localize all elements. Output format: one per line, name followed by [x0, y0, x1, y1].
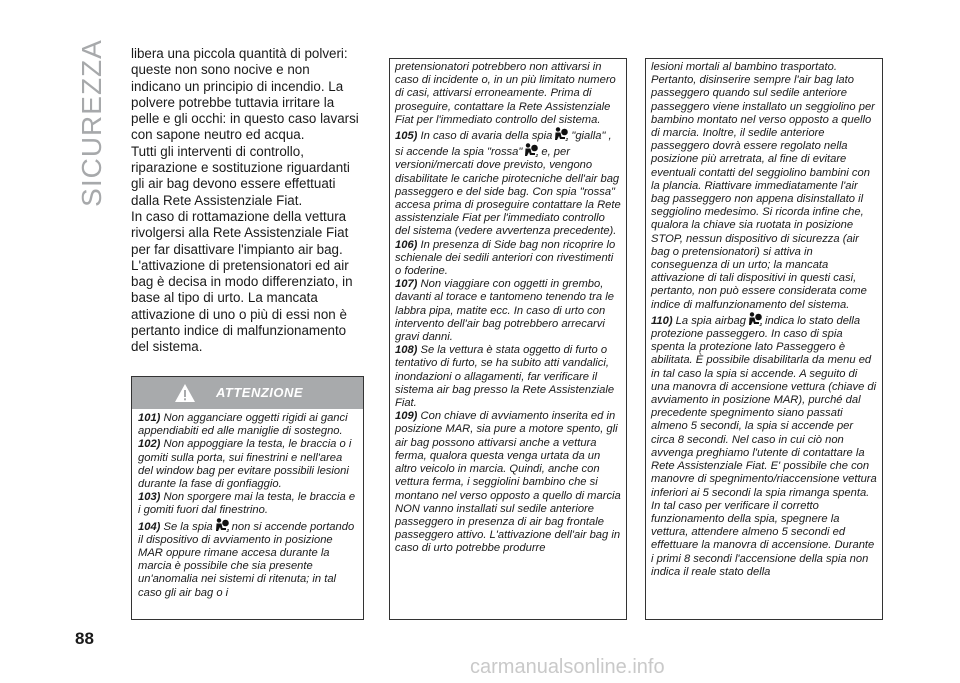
- warning-item: 105) In caso di avaria della spia "gialla" , si accende la spia "rossa" e, per versioni/mercati dove previsto, vengono disabilitate le cariche pirotecniche dell'air bag passeggero e del side bag. Con spia "rossa" accesa prima di proseguire contattare la Rete assistenziale Fiat per l'immediato controllo del sistema (vedere avvertenza precedente).: [395, 127, 622, 239]
- airbag-warning-light-icon: [524, 143, 539, 157]
- body-text-column: [131, 46, 363, 356]
- warning-item: 107) Non viaggiare con oggetti in grembo, davanti al torace e tantomeno tenendo tra le labbra pipa, matite ecc. In caso di urto con intervento dell'air bag potrebbero arrecarvi gravi danni.: [395, 278, 614, 344]
- warning-body: [132, 409, 363, 600]
- warning-item: 109) Con chiave di avviamento inserita ed in posizione MAR, sia pure a motore spento, gli air bag possono attivarsi anche a vettura ferma, qualora questa venga urtata da un altro veicolo in marcia. Quindi, anche con vettura ferma, i seggiolini bambino che si montano nel verso opposto a quello di marcia NON vanno installati sul sedile anteriore passeggero in presenza di air bag frontale passeggero attivo. L'attivazione dell'air bag in caso di urto potrebbe produrre: [395, 410, 621, 555]
- paragraph: In caso di rottamazione della vettura rivolgersi alla Rete Assistenziale Fiat per far disattivare l'impianto air bag. L'attivazione di pretensionatori ed air bag è decisa in modo differenziato, in base al tipo di urto. La mancata attivazione di uno o più di essi non è pertanto indice di malfunzionamento del sistema.: [131, 208, 353, 355]
- paragraph: libera una piccola quantità di polveri: queste non sono nocive e non indicano un principio di incendio. La polvere potrebbe tuttavia irritare la pelle e gli occhi: in questo caso lavarsi con sapone neutro ed acqua.: [131, 46, 359, 143]
- warning-box: [131, 376, 364, 620]
- section-title: SICUREZZA: [76, 39, 107, 207]
- airbag-warning-light-icon: [748, 312, 763, 326]
- warning-item: 102) Non appoggiare la testa, le braccia o i gomiti sulla porta, sui finestrini e nell'area del window bag per evitare possibili lesioni durante la fase di gonfiaggio.: [138, 438, 352, 491]
- warning-item: 110) La spia airbag indica lo stato della protezione passeggero. In caso di spia spenta la protezione lato Passeggero è abilitata. È possibile disabilitarla da menu ed in tal caso la spia si accende. A seguito di una manovra di accensione vettura (chiave di avviamento in posizione MAR), purché dal precedente spegnimento siano passati almeno 5 secondi, la spia si accende per circa 8 secondi. Nel caso in cui ciò non avvenga preghiamo l'utente di contattare la Rete Assistenziale Fiat. E' possibile che con manovre di spegnimento/riaccensione vettura inferiori ai 5 secondi la spia rimanga spenta. In tal caso per verificare il corretto funzionamento della spia, spegnere la vettura, attendere almeno 5 secondi ed effettuare la manovra di accensione. Durante i primi 8 secondi l'accensione della spia non indica il reale stato della: [651, 312, 878, 579]
- airbag-warning-light-icon: [554, 127, 569, 141]
- airbag-warning-light-icon: [215, 518, 230, 532]
- watermark: carmanualsonline.info: [470, 656, 665, 678]
- warning-item: 103) Non sporgere mai la testa, le braccia e i gomiti fuori dal finestrino.: [138, 491, 356, 517]
- warning-item: 108) Se la vettura è stata oggetto di furto o tentativo di furto, se ha subito atti vandalici, inondazioni o allagamenti, far verificare il sistema air bag presso la Rete Assistenziale Fiat.: [395, 344, 615, 410]
- warning-continuation-column-3: [645, 58, 883, 620]
- warning-header: [132, 377, 363, 409]
- warning-triangle-icon: [174, 383, 196, 403]
- paragraph: Tutti gli interventi di controllo, riparazione e sostituzione riguardanti gli air bag devono essere effettuati dalla Rete Assistenziale Fiat.: [131, 143, 350, 208]
- page-number: 88: [75, 629, 94, 648]
- paragraph: pretensionatori potrebbero non attivarsi in caso di incidente o, in un più limitato numero di casi, attivarsi erroneamente. Prima di proseguire, contattare la Rete Assistenziale Fiat per l'immediato controllo del sistema.: [395, 61, 616, 126]
- warning-item: 106) In presenza di Side bag non ricoprire lo schienale dei sedili anteriori con rivestimenti o foderine.: [395, 238, 616, 278]
- warning-item: 104) Se la spia non si accende portando il dispositivo di avviamento in posizione MAR oppure rimane accesa durante la marcia è possibile che sia presente un'anomalia nei sistemi di ritenuta; in tal caso gli air bag o i: [138, 518, 357, 600]
- warning-title: ATTENZIONE: [216, 385, 304, 400]
- warning-continuation-column-2: [389, 58, 627, 620]
- warning-item: 101) Non agganciare oggetti rigidi ai ganci appendiabiti ed alle maniglie di sostegno.: [138, 412, 348, 438]
- paragraph: lesioni mortali al bambino trasportato. Pertanto, disinserire sempre l'air bag lato passeggero quando sul sedile anteriore passeggero viene installato un seggiolino per bambino montato nel verso opposto a quello di marcia. Inoltre, il sedile anteriore passeggero dovrà essere regolato nella posizione più arretrata, al fine di evitare eventuali contatti del seggiolino bambini con la plancia. Riattivare immediatamente l'air bag passeggero non appena disinstallato il seggiolino medesimo. Si ricorda infine che, qualora la chiave sia ruotata in posizione STOP, nessun dispositivo di sicurezza (air bag o pretensionatori) si attiva in conseguenza di un urto; la mancata attivazione di tali dispositivi in questi casi, pertanto, non può essere considerata come indice di malfunzionamento del sistema.: [651, 61, 875, 311]
